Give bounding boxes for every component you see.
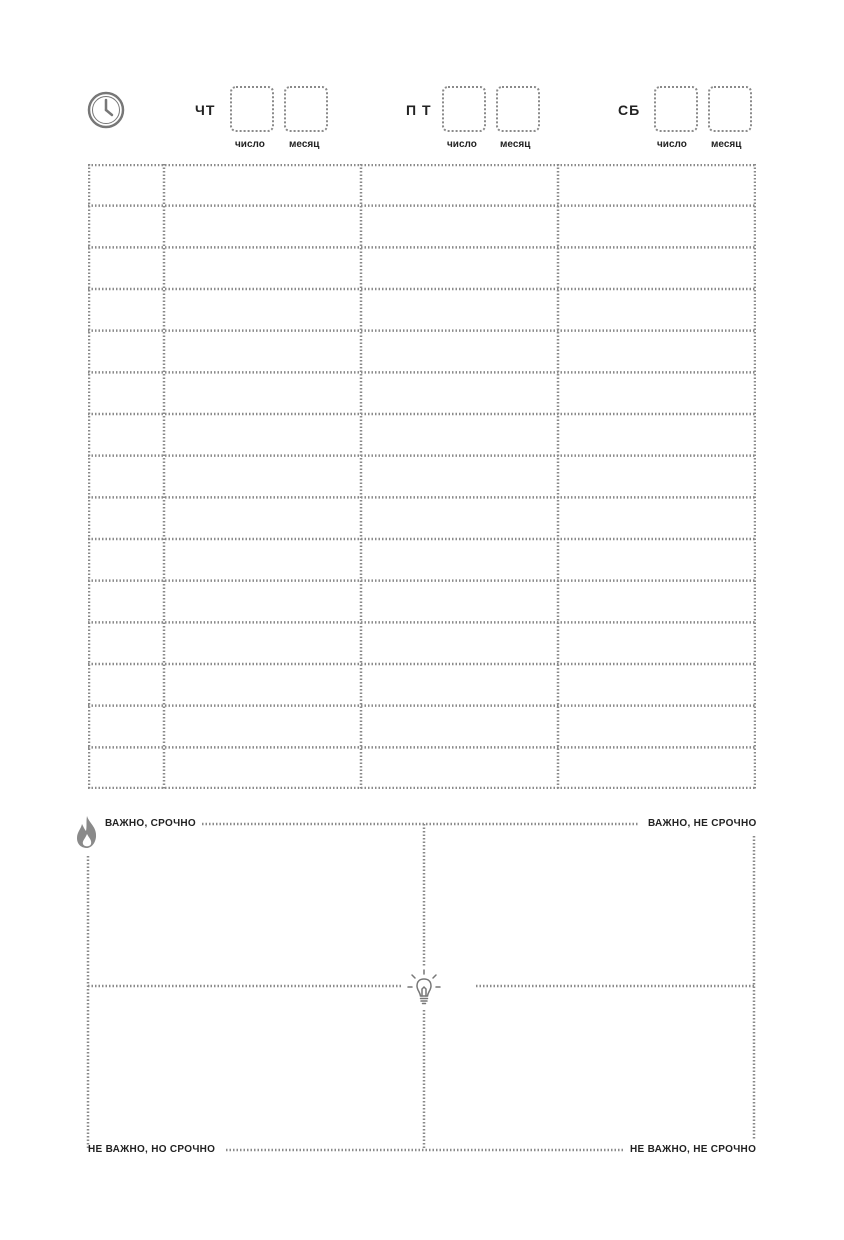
- quadrant-important-not-urgent: ВАЖНО, НЕ СРОЧНО: [648, 818, 757, 829]
- day-number-caption: число: [447, 139, 477, 150]
- month-number-caption: месяц: [289, 139, 320, 150]
- month-number-caption: месяц: [500, 139, 531, 150]
- day-label-saturday: СБ: [618, 102, 641, 118]
- lightbulb-icon: [406, 968, 442, 1008]
- quadrant-not-important-urgent: НЕ ВАЖНО, НО СРОЧНО: [88, 1144, 216, 1155]
- day-label-thursday: ЧТ: [195, 102, 216, 118]
- quadrant-important-urgent: ВАЖНО, СРОЧНО: [105, 818, 197, 829]
- fire-icon: [74, 814, 100, 850]
- quadrant-not-important-not-urgent: НЕ ВАЖНО, НЕ СРОЧНО: [630, 1144, 757, 1155]
- day-label-friday: П Т: [406, 102, 432, 118]
- day-number-caption: число: [657, 139, 687, 150]
- month-number-caption: месяц: [711, 139, 742, 150]
- day-number-caption: число: [235, 139, 265, 150]
